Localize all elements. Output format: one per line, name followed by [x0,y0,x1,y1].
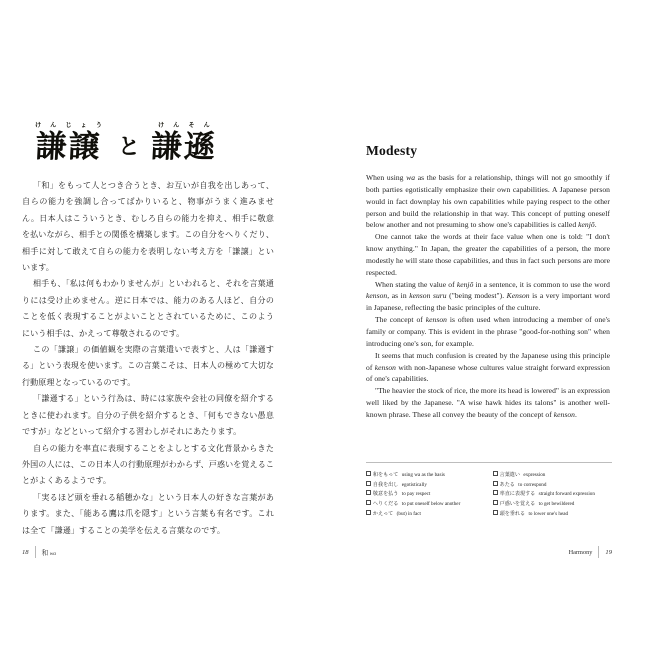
glossary-item [366,510,485,520]
glossary-term-en: egotistically [401,481,427,488]
english-paragraph: It seems that much confusion is created by the Japanese using this principle of kenson with non-Japanese whose cultures value straight forward expression of one's capabilities. [366,350,610,384]
glossary-term-jp: 敬意を払う [372,491,399,498]
glossary-term-jp: 戸惑いを覚える [499,501,536,508]
glossary-item [493,481,612,491]
left-footer-chapter-romaji: wa [49,551,56,557]
checkbox-icon[interactable] [366,510,371,515]
checkbox-icon[interactable] [493,471,498,476]
glossary-term-jp: かえって [372,510,394,517]
glossary-term-jp: 頭を垂れる [499,510,526,517]
glossary-term-en: expression [523,472,546,479]
right-page-footer [569,546,612,558]
glossary-term-en: to lower one's head [528,510,569,517]
glossary-term-jp: あたる [499,481,515,488]
english-page-title: Modesty [366,143,418,158]
checkbox-icon[interactable] [366,490,371,495]
glossary-item [366,481,485,491]
vocabulary-glossary [366,462,612,519]
checkbox-icon[interactable] [493,490,498,495]
glossary-term-jp: 和をもって [372,472,399,479]
left-page-footer [22,546,56,558]
glossary-term-en: using wa as the basis [401,472,445,479]
checkbox-icon[interactable] [366,481,371,486]
glossary-column-left [366,471,485,519]
checkbox-icon[interactable] [366,500,371,505]
english-body-text [366,172,610,421]
english-paragraph: The concept of kenson is often used when introducing a member of one's family or company. This is evident in the phrase "good-for-nothing son" when introducing one's son, for example. [366,315,610,348]
footer-divider [35,546,36,558]
title-word-kenson-ruby: けんそん [157,122,219,129]
footer-divider [598,546,599,558]
checkbox-icon[interactable] [493,500,498,505]
checkbox-icon[interactable] [366,471,371,476]
glossary-term-en: straight forward expression [538,491,595,498]
glossary-term-en: to put oneself below another [401,501,461,508]
title-word-kenjo-ruby: けんじょう [35,122,111,129]
japanese-paragraph: この「謙譲」の価値観を実際の言葉遣いで表すと、人は「謙遜する」という表現を使います。この言葉こそは、日本人の極めて大切な行動原理となっているのです。 [22,345,274,387]
japanese-paragraph: 相手も、「私は何もわかりませんが」といわれると、それを言葉通りには受け止めません。逆に日本では、能力のある人ほど、自分のことを低く表現することがよいこととされているために、このようにいう相手は、かえって尊敬されるのです。 [22,279,274,338]
checkbox-icon[interactable] [493,510,498,515]
glossary-item [366,471,485,481]
japanese-page-title [26,122,256,170]
glossary-column-right [493,471,612,519]
glossary-term-en: (but) in fact [396,510,421,517]
checkbox-icon[interactable] [493,481,498,486]
glossary-term-en: to get bewildered [538,501,575,508]
right-page-number: 19 [605,548,612,556]
japanese-paragraph: 「和」をもって人とつき合うとき、お互いが自我を出しあって、自らの能力を強調し合ってばかりいると、物事がうまく進みません。日本人はこういうとき、むしろ自らの能力を抑え、相手に敬意を払いながら、相手との関係を構築します。この自分をへりくだり、相手に対して敢えて自らの能力を表明しない考え方を「謙譲」といいます。 [22,181,274,273]
english-paragraph: One cannot take the words at their face value when one is told: "I don't know anything." In Japan, the greater the capabilities of a person, the more modestly he will state those capabilities, and thus in fact such persons are more respected. [366,232,610,277]
title-word-kenson [149,122,219,164]
glossary-term-en: to pay respect [401,491,431,498]
english-paragraph: "The heavier the stock of rice, the more its head is lowered" is an expression well liked by the Japanese. "A wise hawk hides its talons" is another well-known phrase. These all convey the beauty of the concept of kenson. [366,386,610,419]
japanese-paragraph: 自らの能力を率直に表現することをよしとする文化背景からきた外国の人には、この日本人の行動原理がわからず、戸惑いを覚えることがよくあるようです。 [22,443,274,486]
glossary-columns [366,471,612,519]
right-footer-chapter: Harmony [568,548,593,556]
glossary-item [366,490,485,500]
glossary-top-rule [366,462,612,463]
glossary-term-en: to correspond [518,481,547,488]
left-page-number: 18 [22,548,29,556]
left-footer-chapter [42,547,56,557]
title-conjunction: と [117,134,140,160]
glossary-item [493,490,612,500]
glossary-item [366,500,485,510]
glossary-item [493,510,612,520]
glossary-item [493,500,612,510]
right-page [325,0,650,650]
left-footer-chapter-jp: 和 [41,549,49,557]
title-word-kenjo-main: 謙譲 [34,129,103,165]
english-paragraph: When stating the value of kenjō in a sentence, it is common to use the word kenson, as in kenson suru ("being modest"). Kenson is a very important word in Japanese, reflecting the basic principles of the culture. [366,279,611,313]
title-word-kenson-main: 謙遜 [149,129,218,165]
japanese-paragraph: 「謙遜する」という行為は、時には家族や会社の同僚を紹介するときに使われます。自分の子供を紹介するとき、「何もできない愚息ですが」などといって紹介する習わしがそれにあたります。 [22,394,274,437]
title-word-kenjo [26,122,111,164]
english-paragraph: When using wa as the basis for a relationship, things will not go smoothly if both parties egotistically emphasize their own capabilities. A Japanese person would in fact downplay his own capabilities while paying respect to the other person and build the relationship in that way. This concept of putting oneself below another and not presuming to show one's capabilities is called kenjō. [366,173,610,230]
japanese-paragraph: 「実るほど頭を垂れる稲穂かな」という日本人の好きな言葉があります。また、「能ある鷹は爪を隠す」という言葉も有名です。これは全て「謙遜」することの美学を伝える言葉なのです。 [22,492,274,535]
glossary-item [493,471,612,481]
glossary-term-jp: 言葉遣い [499,472,520,479]
glossary-term-jp: 率直に表現する [499,491,536,498]
glossary-term-jp: へりくだる [372,501,399,508]
japanese-body-text [22,178,274,539]
glossary-term-jp: 自我を出し [372,481,399,488]
